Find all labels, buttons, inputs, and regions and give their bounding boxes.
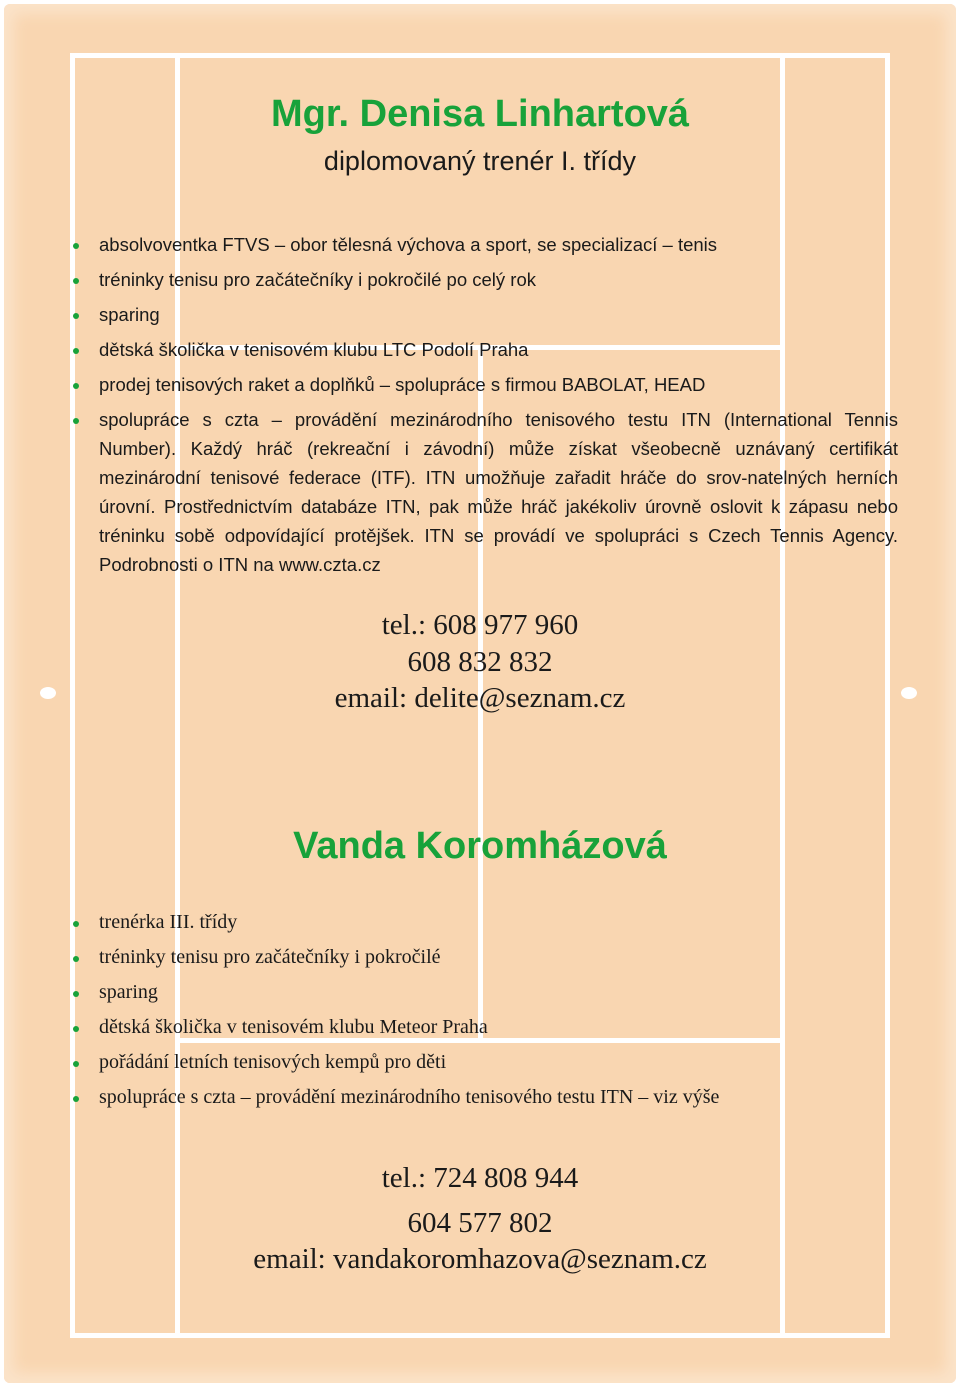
list-item: prodej tenisových raket a doplňků – spolupráce s firmou BABOLAT, HEAD [72, 370, 898, 399]
coach1-phone: tel.: 608 977 960 [381, 609, 579, 641]
list-item: trenérka III. třídy [72, 908, 898, 937]
coach2-phone: tel.: 724 808 944 [381, 1162, 579, 1194]
list-item: absolvoventka FTVS – obor tělesná výchova a sport, se specializací – tenis [72, 230, 898, 259]
list-item: tréninky tenisu pro začátečníky i pokročilé [72, 943, 898, 972]
coach1-email: email: delite@seznam.cz [334, 682, 626, 714]
list-item: spolupráce s czta – provádění mezinárodního tenisového testu ITN (International Tennis Number). Každý hráč (rekreační i závodní) může získat všeobecně uznávaný certifikát mezinárodní tenisové federace (ITF). ITN umožňuje zařadit hráče do srov-natelných herních úrovní. Prostřednictvím databáze ITN, pak může hráč jakékoliv úrovně oslovit k zápasu nebo tréninku sobě odpovídající protějšek. ITN se provádí ve spolupráci s Czech Tennis Agency. Podrobnosti o ITN na www.czta.cz [72, 405, 898, 579]
list-item: spolupráce s czta – provádění mezinárodního tenisového testu ITN – viz výše [72, 1083, 898, 1112]
list-item: sparing [72, 300, 898, 329]
coach1-bullet-list [72, 230, 898, 585]
list-item: dětská školička v tenisovém klubu LTC Podolí Praha [72, 335, 898, 364]
list-item: tréninky tenisu pro začátečníky i pokročilé po celý rok [72, 265, 898, 294]
coach2-name: Vanda Koromházová [293, 825, 667, 867]
coach2-email: email: vandakoromhazova@seznam.cz [253, 1243, 707, 1275]
coach1-name: Mgr. Denisa Linhartová [270, 93, 690, 135]
coach1-phone-2: 608 832 832 [407, 646, 553, 678]
coach1-title: diplomovaný trenér I. třídy [323, 146, 637, 176]
list-item: sparing [72, 978, 898, 1007]
coach2-phone-2: 604 577 802 [407, 1207, 553, 1239]
list-item: dětská školička v tenisovém klubu Meteor Praha [72, 1013, 898, 1042]
coach2-bullet-list [72, 908, 898, 1118]
list-item: pořádání letních tenisových kempů pro děti [72, 1048, 898, 1077]
